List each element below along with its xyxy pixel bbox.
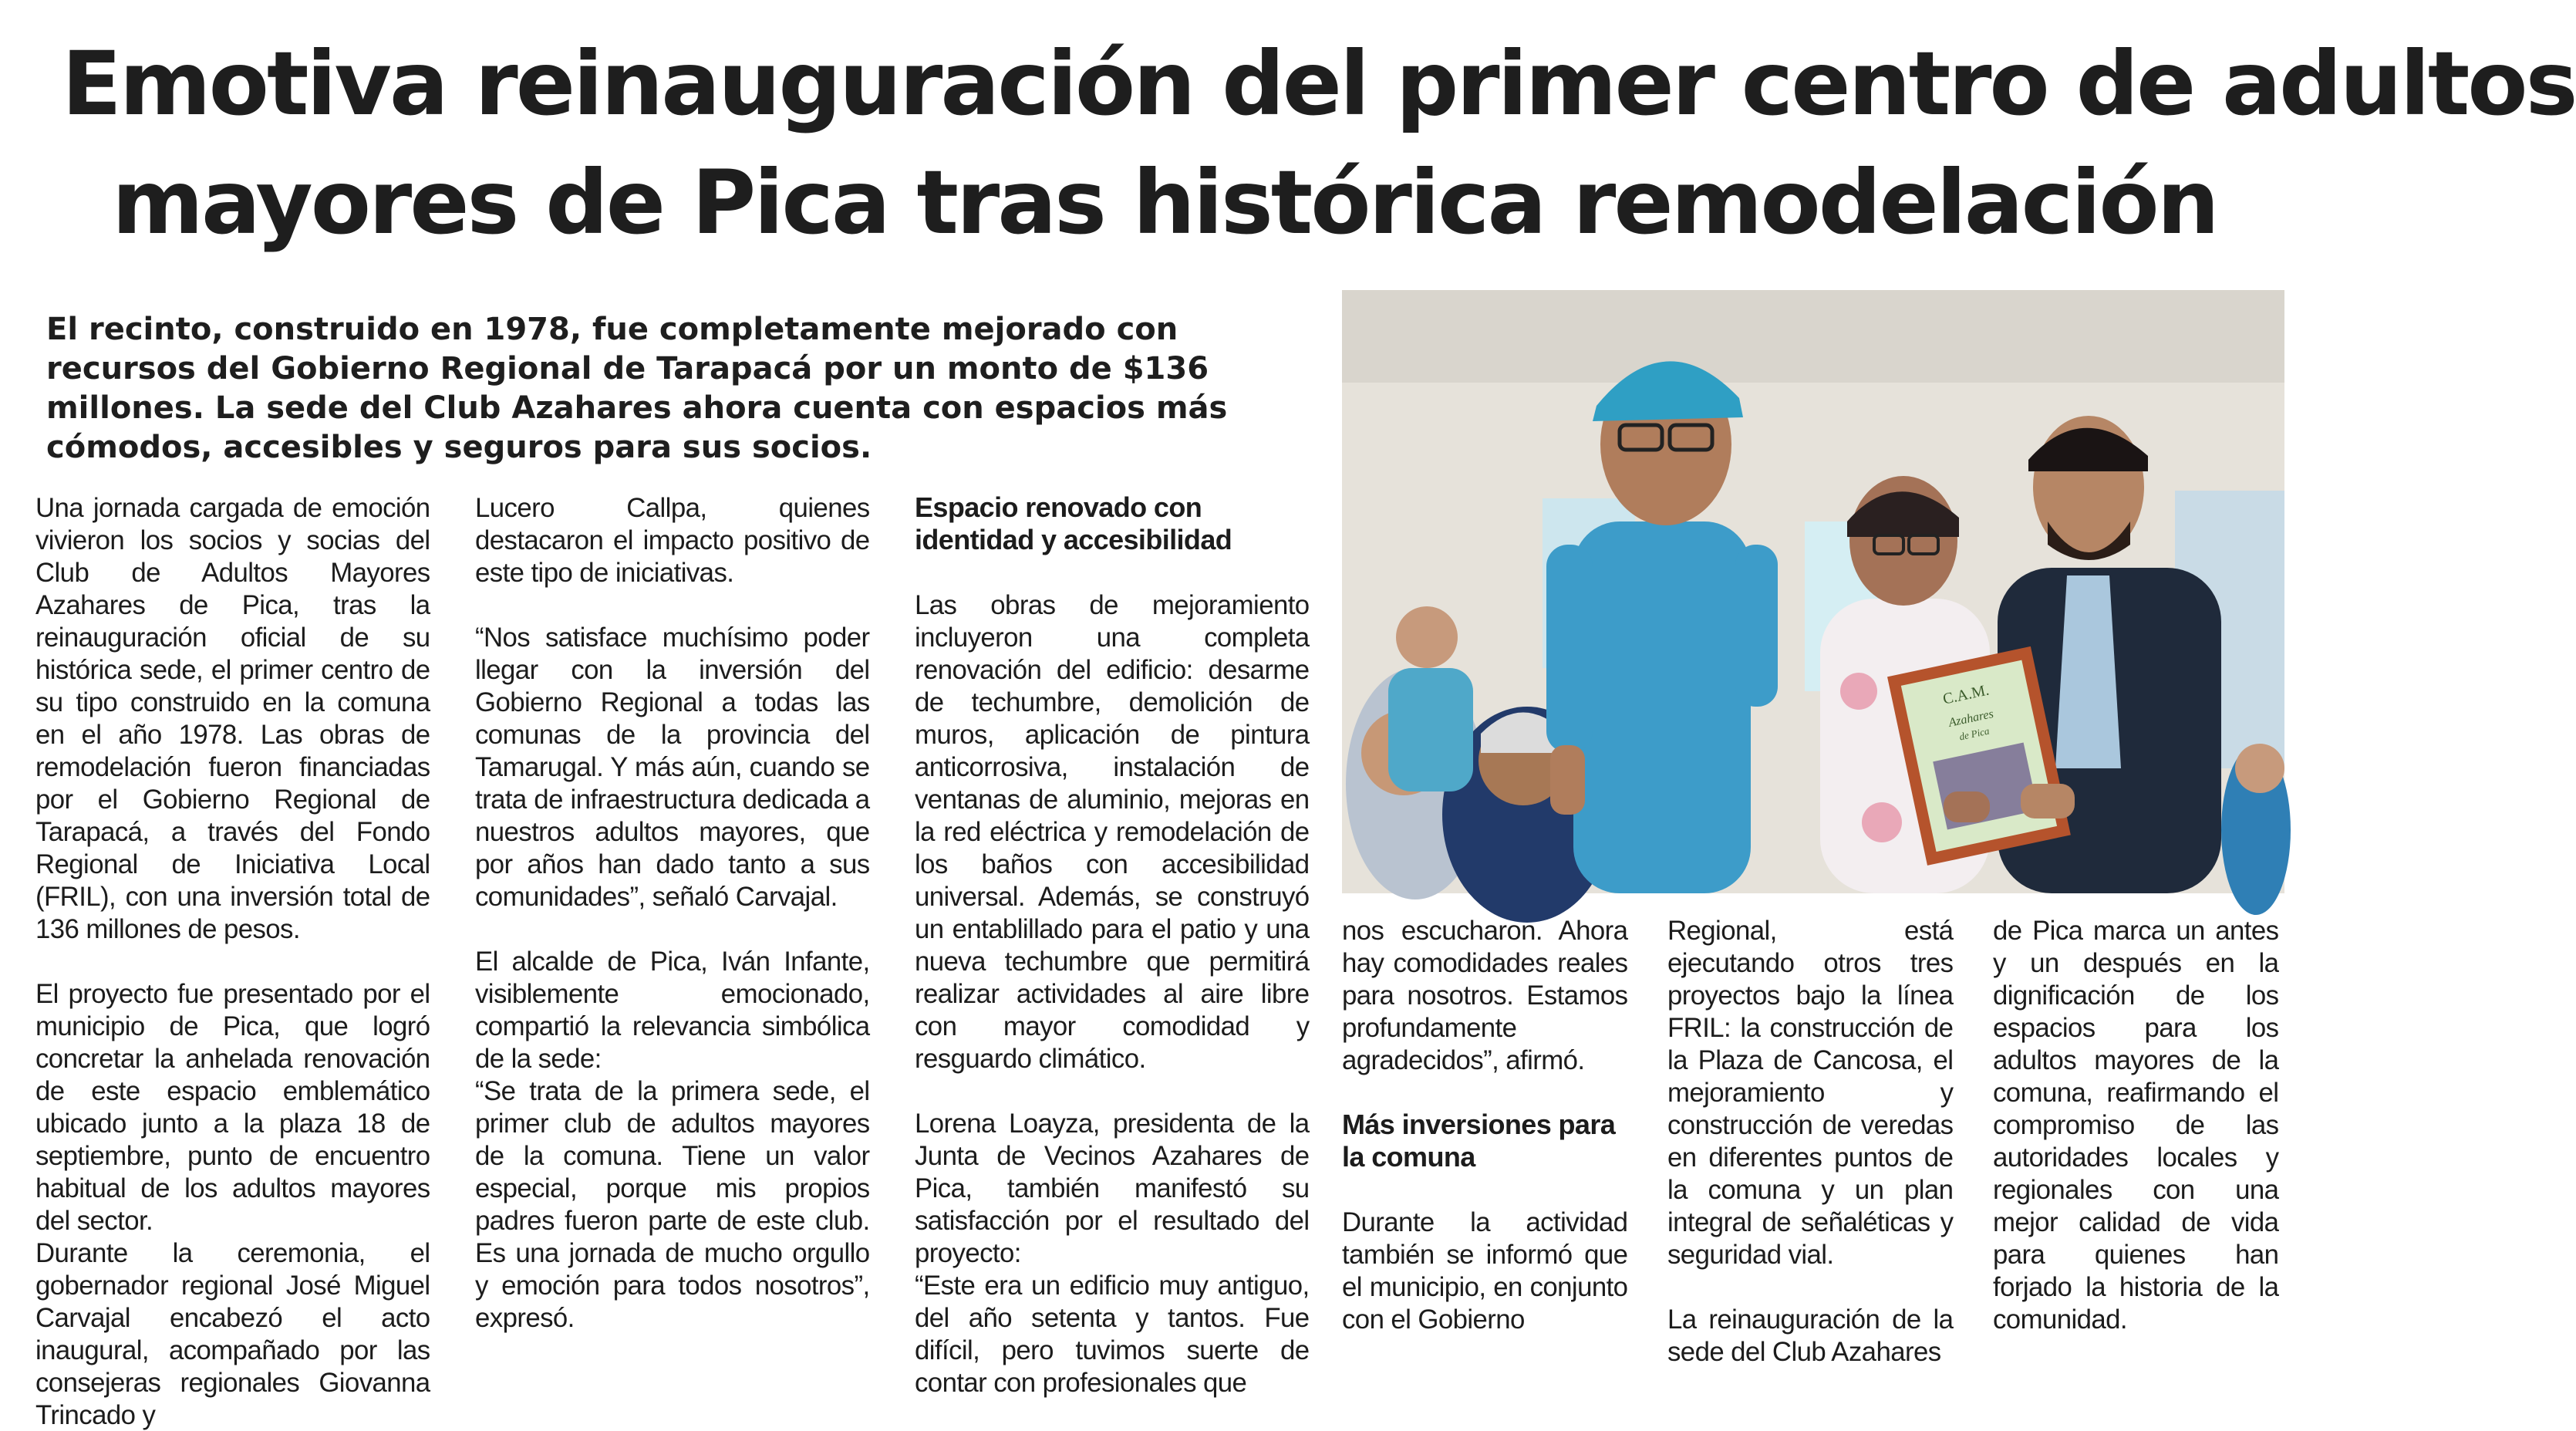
bg-person-3 <box>1388 668 1473 791</box>
article-photo <box>1342 290 2284 893</box>
blouse-flower-3 <box>1862 802 1902 842</box>
body-paragraph: nos escucharon. Ahora hay comodidades reales para nosotros. Estamos profundamente agradecidos”, afirmó. <box>1342 915 1628 1075</box>
photo-illustration <box>1342 290 2284 893</box>
headline-line-1: Emotiva reinauguración del primer centro de adultos <box>62 32 2576 135</box>
article-column-6 <box>1993 914 2284 1335</box>
body-paragraph: Durante la actividad también se informó que el municipio, en conjunto con el Gobierno <box>1342 1207 1628 1335</box>
headline <box>62 25 2576 262</box>
subheading: Espacio renovado con identidad y accesibilidad <box>915 491 1232 555</box>
body-paragraph: El alcalde de Pica, Iván Infante, visiblemente emocionado, compartió la relevancia simbólica de la sede: <box>475 946 870 1074</box>
body-paragraph: Lorena Loayza, presidenta de la Junta de Vecinos Azahares de Pica, también manifestó su satisfacción por el resultado del proyecto: <box>915 1108 1310 1268</box>
article-column-2 <box>475 491 878 1334</box>
plaque-text-3: de Pica <box>1957 724 1991 743</box>
body-paragraph: “Se trata de la primera sede, el primer club de adultos mayores de la comuna. Tiene un valor especial, porque mis propios padres fueron parte de este club. Es una jornada de mucho orgullo y emoción para todos nosotros”, expresó. <box>475 1075 870 1333</box>
man-left-arm <box>1546 545 1593 753</box>
article-column-3 <box>915 491 1317 1399</box>
headline-line-2: mayores de Pica tras histórica remodelación <box>112 151 2217 254</box>
bg-face-4 <box>2235 744 2284 793</box>
dress-shirt <box>2055 575 2121 768</box>
plaque-text-2: Azahares <box>1947 707 1995 730</box>
bg-face-3 <box>1396 606 1458 668</box>
body-paragraph: La reinauguración de la sede del Club Azahares <box>1667 1304 1954 1367</box>
body-paragraph: “Este era un edificio muy antiguo, del año setenta y tantos. Fue difícil, pero tuvimos suerte de contar con profesionales que <box>915 1270 1310 1398</box>
ceiling <box>1342 290 2284 383</box>
body-paragraph: “Nos satisface muchísimo poder llegar con la inversión del Gobierno Regional a todas las comunas de la provincia del Tamarugal. Y más aún, cuando se trata de infraestructura dedicada a nuestros adultos mayores, que por años han dado tanto a sus comunidades”, señaló Carvajal. <box>475 622 870 912</box>
body-paragraph: Lucero Callpa, quienes destacaron el impacto positivo de este tipo de iniciativas. <box>475 492 870 588</box>
man-right-arm <box>1735 545 1778 707</box>
body-paragraph: Durante la ceremonia, el gobernador regional José Miguel Carvajal encabezó el acto inaugural, acompañado por las consejeras regionales Giovanna Trincado y <box>35 1237 430 1430</box>
lead-paragraph: El recinto, construido en 1978, fue completamente mejorado con recursos del Gobierno Regional de Tarapacá por un monto de $136 millones. La sede del Club Azahares ahora cuenta con espacios más cómodos, accesibles y seguros para sus socios. <box>46 312 1228 465</box>
suit-man-hand <box>2021 784 2075 818</box>
body-paragraph: de Pica marca un antes y un después en la dignificación de los espacios para los adultos mayores de la comuna, reafirmando el compromiso de las autoridades locales y regionales con una mejor calidad de vida para quienes han forjado la historia de la comunidad. <box>1993 915 2279 1335</box>
woman-hand <box>1944 791 1990 822</box>
body-paragraph: El proyecto fue presentado por el municipio de Pica, que logró concretar la anhelada renovación de este espacio emblemático ubicado junto a la plaza 18 de septiembre, punto de encuentro habitual de los adultos mayores del sector. <box>35 978 430 1236</box>
man-shirt <box>1573 521 1751 893</box>
article-column-4 <box>1342 914 1634 1335</box>
body-paragraph: Las obras de mejoramiento incluyeron una completa renovación del edificio: desarme de techumbre, demolición de muros, aplicación de pintura anticorrosiva, instalación de ventanas de aluminio, mejoras en la red eléctrica y remodelación de los baños con accesibilidad universal. Además, se construyó un entablillado para el patio y una nueva techumbre que permitirá realizar actividades al aire libre con mayor comodidad y resguardo climático. <box>915 589 1310 1074</box>
plaque-text-1: C.A.M. <box>1941 681 1991 708</box>
body-paragraph: Una jornada cargada de emoción vivieron los socios y socias del Club de Adultos Mayores Azahares de Pica, tras la reinauguración oficial de su histórica sede, el primer centro de su tipo construido en la comuna en el año 1978. Las obras de remodelación fueron financiadas por el Gobierno Regional de Tarapacá, a través del Fondo Regional de Iniciativa Local (FRIL), con una inversión total de 136 millones de pesos. <box>35 492 430 944</box>
body-paragraph: Regional, está ejecutando otros tres proyectos bajo la línea FRIL: la construcción de la Plaza de Cancosa, el mejoramiento y construcción de veredas en diferentes puntos de la comuna y un plan integral de señaléticas y seguridad vial. <box>1667 915 1954 1270</box>
blouse-flower-1 <box>1840 673 1877 710</box>
man-left-hand <box>1550 745 1585 815</box>
article-column-5 <box>1667 914 1959 1368</box>
subheading: Más inversiones para la comuna <box>1342 1109 1616 1173</box>
article-column-1 <box>35 491 438 1431</box>
